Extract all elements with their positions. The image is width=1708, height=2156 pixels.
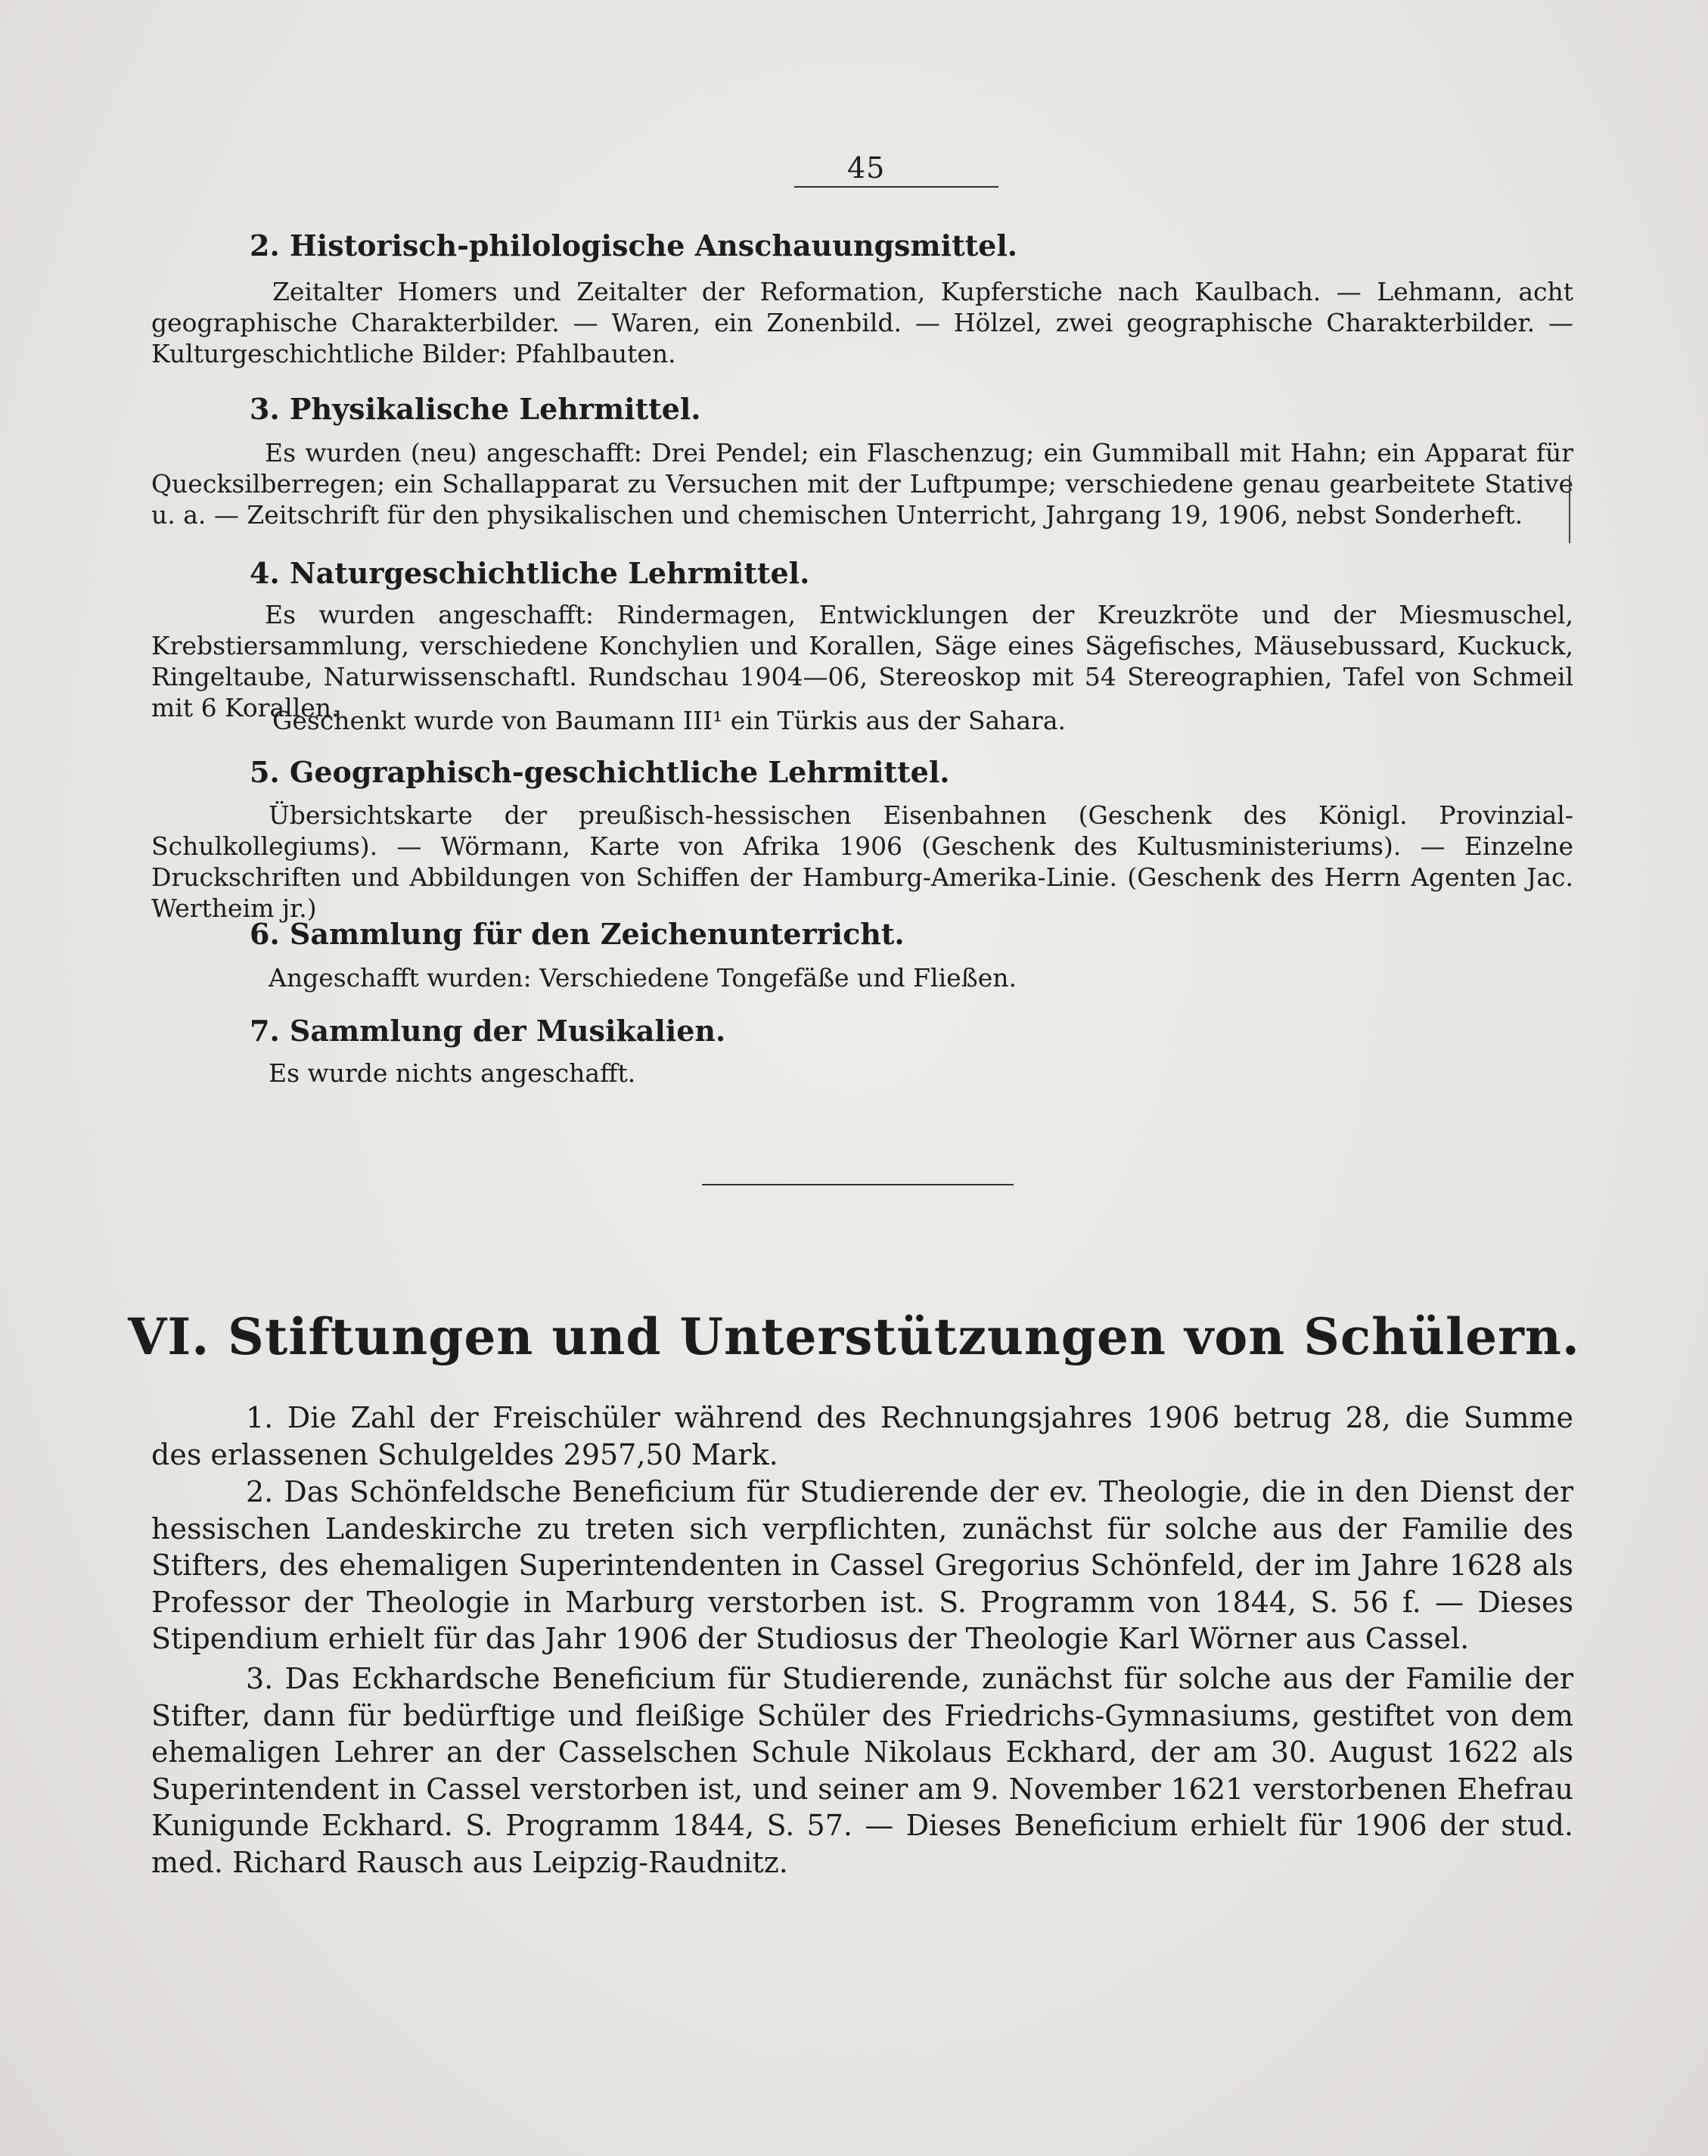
margin-line [1569, 475, 1570, 543]
item-1-text: 1. Die Zahl der Freischüler während des Rechnungsjahres 1906 betrug 28, die Summe des erlassenen Schulgeldes 2957,50 Mark. [151, 1401, 1573, 1471]
item-3-text: 3. Das Eckhardsche Beneficium für Studierende, zunächst für solche aus der Familie der Stifter, dann für bedürftige und fleißige Schüler des Friedrichs-Gymnasiums, gestiftet von dem ehemaligen Lehrer an der Casselschen Schule Nikolaus Eckhard, der am 30. August 1622 als Superintendent in Cassel verstorben ist, und seiner am 9. November 1621 verstorbenen Ehefrau Kunigunde Eckhard. S. Programm 1844, S. 57. — Dieses Beneficium erhielt für 1906 der stud. med. Richard Rausch aus Leipzig-Raudnitz. [151, 1662, 1573, 1879]
chapter-title: VI. Stiftungen und Unterstützungen von Schülern. [128, 1307, 1580, 1366]
section-text-6 [151, 962, 1573, 993]
page-number: 45 [794, 151, 998, 188]
section-text-7 [151, 1058, 1573, 1089]
section-3-body: Es wurden (neu) angeschafft: Drei Pendel; ein Flaschenzug; ein Gummiball mit Hahn; ein Apparat für Quecksilberregen; ein Schallapparat zu Versuchen mit der Luftpumpe; verschiedene genau gearbeitete Stative u. a. — Zeitschrift für den physikalischen und chemischen Unterricht, Jahrgang 19, 1906, nebst Sonderheft. [151, 438, 1573, 530]
section-text-5 [151, 800, 1573, 924]
section-text-3 [151, 437, 1573, 530]
section-text-4b [151, 705, 1573, 736]
item-1 [151, 1400, 1573, 1473]
section-heading-3: 3. Physikalische Lehrmittel. [250, 392, 701, 426]
section-heading-4: 4. Naturgeschichtliche Lehrmittel. [250, 556, 810, 590]
section-4-body: Es wurden angeschafft: Rindermagen, Entwicklungen der Kreuzkröte und der Miesmuschel, Krebstiersammlung, verschiedene Konchylien und Korallen, Säge eines Sägefisches, Mäusebussard, Kuckuck, Ringeltaube, Naturwissenschaftl. Rundschau 1904—06, Stereoskop mit 54 Stereographien, Tafel von Schmeil mit 6 Korallen. [151, 600, 1573, 722]
item-2 [151, 1474, 1573, 1657]
section-heading-2: 2. Historisch-philologische Anschauungsmittel. [250, 228, 1018, 263]
section-text-2 [151, 276, 1573, 369]
item-2-text: 2. Das Schönfeldsche Beneficium für Studierende der ev. Theologie, die in den Dienst der hessischen Landeskirche zu treten sich verpflichten, zunächst für solche aus der Familie des Stifters, des ehemaligen Superintendenten in Cassel Gregorius Schönfeld, der im Jahre 1628 als Professor der Theologie in Marburg verstorben ist. S. Programm von 1844, S. 56 f. — Dieses Stipendium erhielt für das Jahr 1906 der Studiosus der Theologie Karl Wörner aus Cassel. [151, 1475, 1573, 1655]
section-6-body: Angeschafft wurden: Verschiedene Tongefäße und Fließen. [269, 963, 1017, 993]
section-7-body: Es wurde nichts angeschafft. [269, 1058, 636, 1088]
section-4-gift: Geschenkt wurde von Baumann III¹ ein Türkis aus der Sahara. [272, 706, 1066, 735]
section-5-body: Übersichtskarte der preußisch-hessischen Eisenbahnen (Geschenk des Königl. Provinzial-Schulkollegiums). — Wörmann, Karte von Afrika 1906 (Geschenk des Kultusministeriums). — Einzelne Druckschriften und Abbildungen von Schiffen der Hamburg-Amerika-Linie. (Geschenk des Herrn Agenten Jac. Wertheim jr.) [151, 800, 1573, 923]
item-3 [151, 1660, 1573, 1881]
section-divider [702, 1184, 1014, 1185]
section-heading-6: 6. Sammlung für den Zeichenunterricht. [250, 917, 905, 951]
section-2-body: Zeitalter Homers und Zeitalter der Reformation, Kupferstiche nach Kaulbach. — Lehmann, acht geographische Charakterbilder. — Waren, ein Zonenbild. — Hölzel, zwei geographische Charakterbilder. — Kulturgeschichtliche Bilder: Pfahlbauten. [151, 277, 1573, 368]
section-heading-7: 7. Sammlung der Musikalien. [250, 1014, 726, 1048]
section-heading-5: 5. Geographisch-geschichtliche Lehrmittel. [250, 755, 950, 789]
bleed-through [106, 242, 114, 272]
